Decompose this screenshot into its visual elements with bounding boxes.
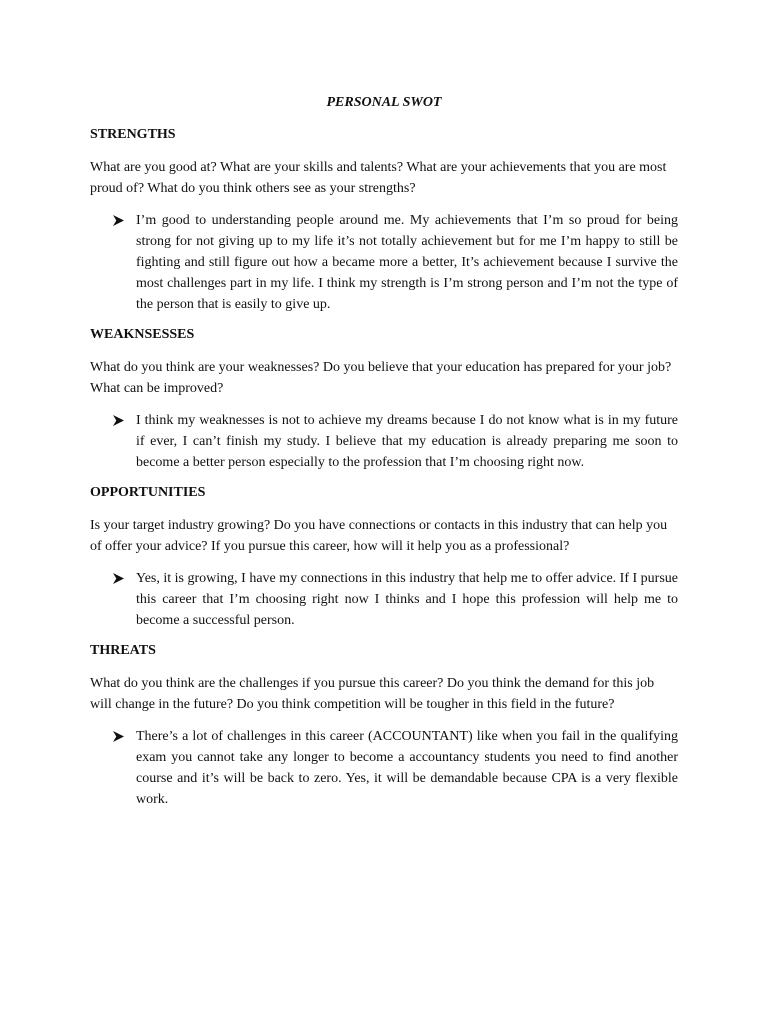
section-heading: THREATS	[90, 643, 156, 658]
answer-text: I think my weaknesses is not to achieve my dreams because I do not know what is in my future if ever, I can’t finish my study. I believe that my education is already preparing me soon to become a better person especially to the profession that I’m choosing right now.	[136, 413, 678, 470]
section-strengths	[90, 126, 678, 315]
arrowhead-bullet-icon	[113, 731, 124, 742]
answer-text: I’m good to understanding people around me. My achievements that I’m so proud for being strong for not giving up to my life it’s not totally achievement but for me I’m happy to still be fighting and still figure out how a became more a better, It’s achievement because I survive the most challenges part in my life. I think my strength is I’m strong person and I’m not the type of the person that is easily to give up.	[136, 213, 678, 312]
section-question: Is your target industry growing? Do you have connections or contacts in this industry that can help you of offer your advice? If you pursue this career, how will it help you as a professional?	[90, 518, 668, 554]
answer-text: Yes, it is growing, I have my connections in this industry that help me to offer advice. If I pursue this career that I’m choosing right now I thinks and I hope this profession will help me to become a successful person.	[136, 571, 678, 628]
arrowhead-bullet-icon	[113, 573, 124, 584]
section-weaknesses	[90, 326, 678, 473]
section-question: What do you think are your weaknesses? Do you believe that your education has prepared for your job? What can be improved?	[90, 360, 672, 396]
arrowhead-bullet-icon	[113, 215, 124, 226]
bullet-answer	[90, 210, 678, 315]
bullet-answer	[90, 726, 678, 810]
arrowhead-bullet-icon	[113, 415, 124, 426]
section-question: What are you good at? What are your skills and talents? What are your achievements that you are most proud of? What do you think others see as your strengths?	[90, 160, 667, 196]
bullet-answer	[90, 410, 678, 473]
bullet-answer	[90, 568, 678, 631]
section-heading: OPPORTUNITIES	[90, 485, 206, 500]
answer-text: There’s a lot of challenges in this career (ACCOUNTANT) like when you fail in the qualifying exam you cannot take any longer to become a accountancy students you need to find another course and it’s will be back to zero. Yes, it will be demandable because CPA is a very flexible work.	[136, 729, 678, 807]
document-title: PERSONAL SWOT	[326, 95, 442, 110]
section-heading: WEAKNSESSES	[90, 327, 195, 342]
section-opportunities	[90, 484, 678, 631]
section-question: What do you think are the challenges if you pursue this career? Do you think the demand for this job will change in the future? Do you think competition will be tougher in this field in the future?	[90, 676, 655, 712]
section-threats	[90, 642, 678, 810]
section-heading: STRENGTHS	[90, 127, 176, 142]
document-page	[90, 94, 678, 821]
